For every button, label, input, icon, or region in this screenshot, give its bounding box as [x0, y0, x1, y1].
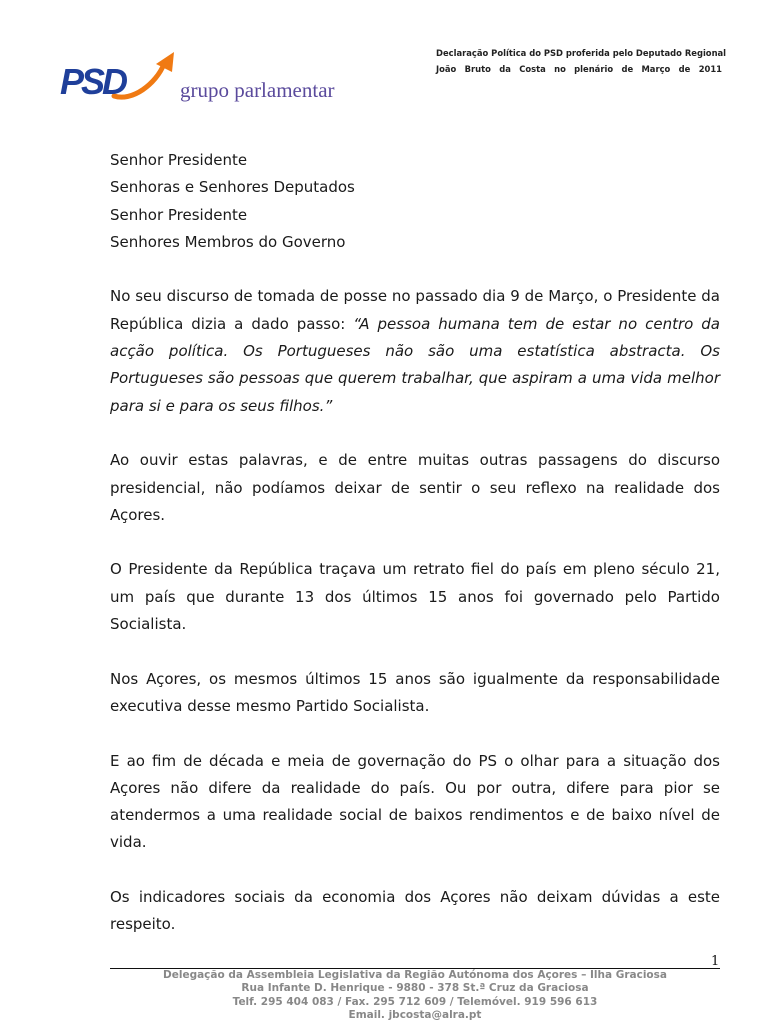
- footer-line-3: Telf. 295 404 083 / Fax. 295 712 609 / Telemóvel. 919 596 613: [232, 995, 598, 1008]
- psd-logo-graphic: [52, 44, 352, 124]
- header-note-line-1: Declaração Política do PSD proferida pelo Deputado Regional: [436, 48, 727, 58]
- salutation-line: Senhoras e Senhores Deputados: [110, 178, 355, 197]
- salutation-line: Senhor Presidente: [110, 151, 248, 169]
- header-note-line-2: João Bruto da Costa no plenário de Março de 2011: [436, 64, 722, 74]
- footer-line-1: Delegação da Assembleia Legislativa da Região Autónoma dos Açores – Ilha Graciosa: [163, 969, 667, 981]
- speech-body: [110, 147, 720, 939]
- paragraph-3: O Presidente da República traçava um retrato fiel do país em pleno século 21, um país que durante 13 dos últimos 15 anos foi governado pelo Partido Socialista.: [110, 560, 720, 634]
- psd-logo: [52, 44, 352, 124]
- salutation-line: Senhores Membros do Governo: [110, 232, 346, 251]
- paragraph-6: Os indicadores sociais da economia dos Açores não deixam dúvidas a este respeito.: [110, 888, 720, 934]
- logo-arrowhead: [156, 52, 174, 72]
- document-header-note: [436, 45, 727, 77]
- paragraph-4: Nos Açores, os mesmos últimos 15 anos são igualmente da responsabilidade executiva desse mesmo Partido Socialista.: [110, 669, 720, 715]
- footer-email: Email. jbcosta@alra.pt: [348, 1008, 482, 1021]
- paragraph-2: Ao ouvir estas palavras, e de entre muitas outras passagens do discurso presidencial, não podíamos deixar de sentir o seu reflexo na realidade dos Açores.: [110, 451, 720, 524]
- footer-line-2: Rua Infante D. Henrique - 9880 - 378 St.ª Cruz da Graciosa: [241, 982, 589, 995]
- page-number: 1: [711, 954, 720, 969]
- paragraph-1-intro: No seu discurso de tomada de posse no passado dia 9 de Março, o Presidente da República dizia a dado passo:: [110, 287, 720, 333]
- salutation-line: Senhor Presidente: [110, 205, 248, 224]
- logo-text: grupo parlamentar: [180, 78, 335, 102]
- footer: [110, 969, 720, 1022]
- salutation: [110, 147, 720, 256]
- paragraph-5: E ao fim de década e meia de governação do PS o olhar para a situação dos Açores não difere da realidade do país. Ou por outra, difere para pior se atendermos a uma realidade social de baixos rendimentos e de baixo nível de vida.: [110, 751, 720, 852]
- paragraph-1: [110, 283, 720, 419]
- presidential-quote: “A pessoa humana tem de estar no centro da acção política. Os Portugueses não são uma estatística abstracta. Os Portugueses são pessoas que querem trabalhar, que aspiram a uma vida melhor para si e para os seus filhos.”: [110, 314, 720, 415]
- logo-acronym: PSD: [60, 61, 126, 102]
